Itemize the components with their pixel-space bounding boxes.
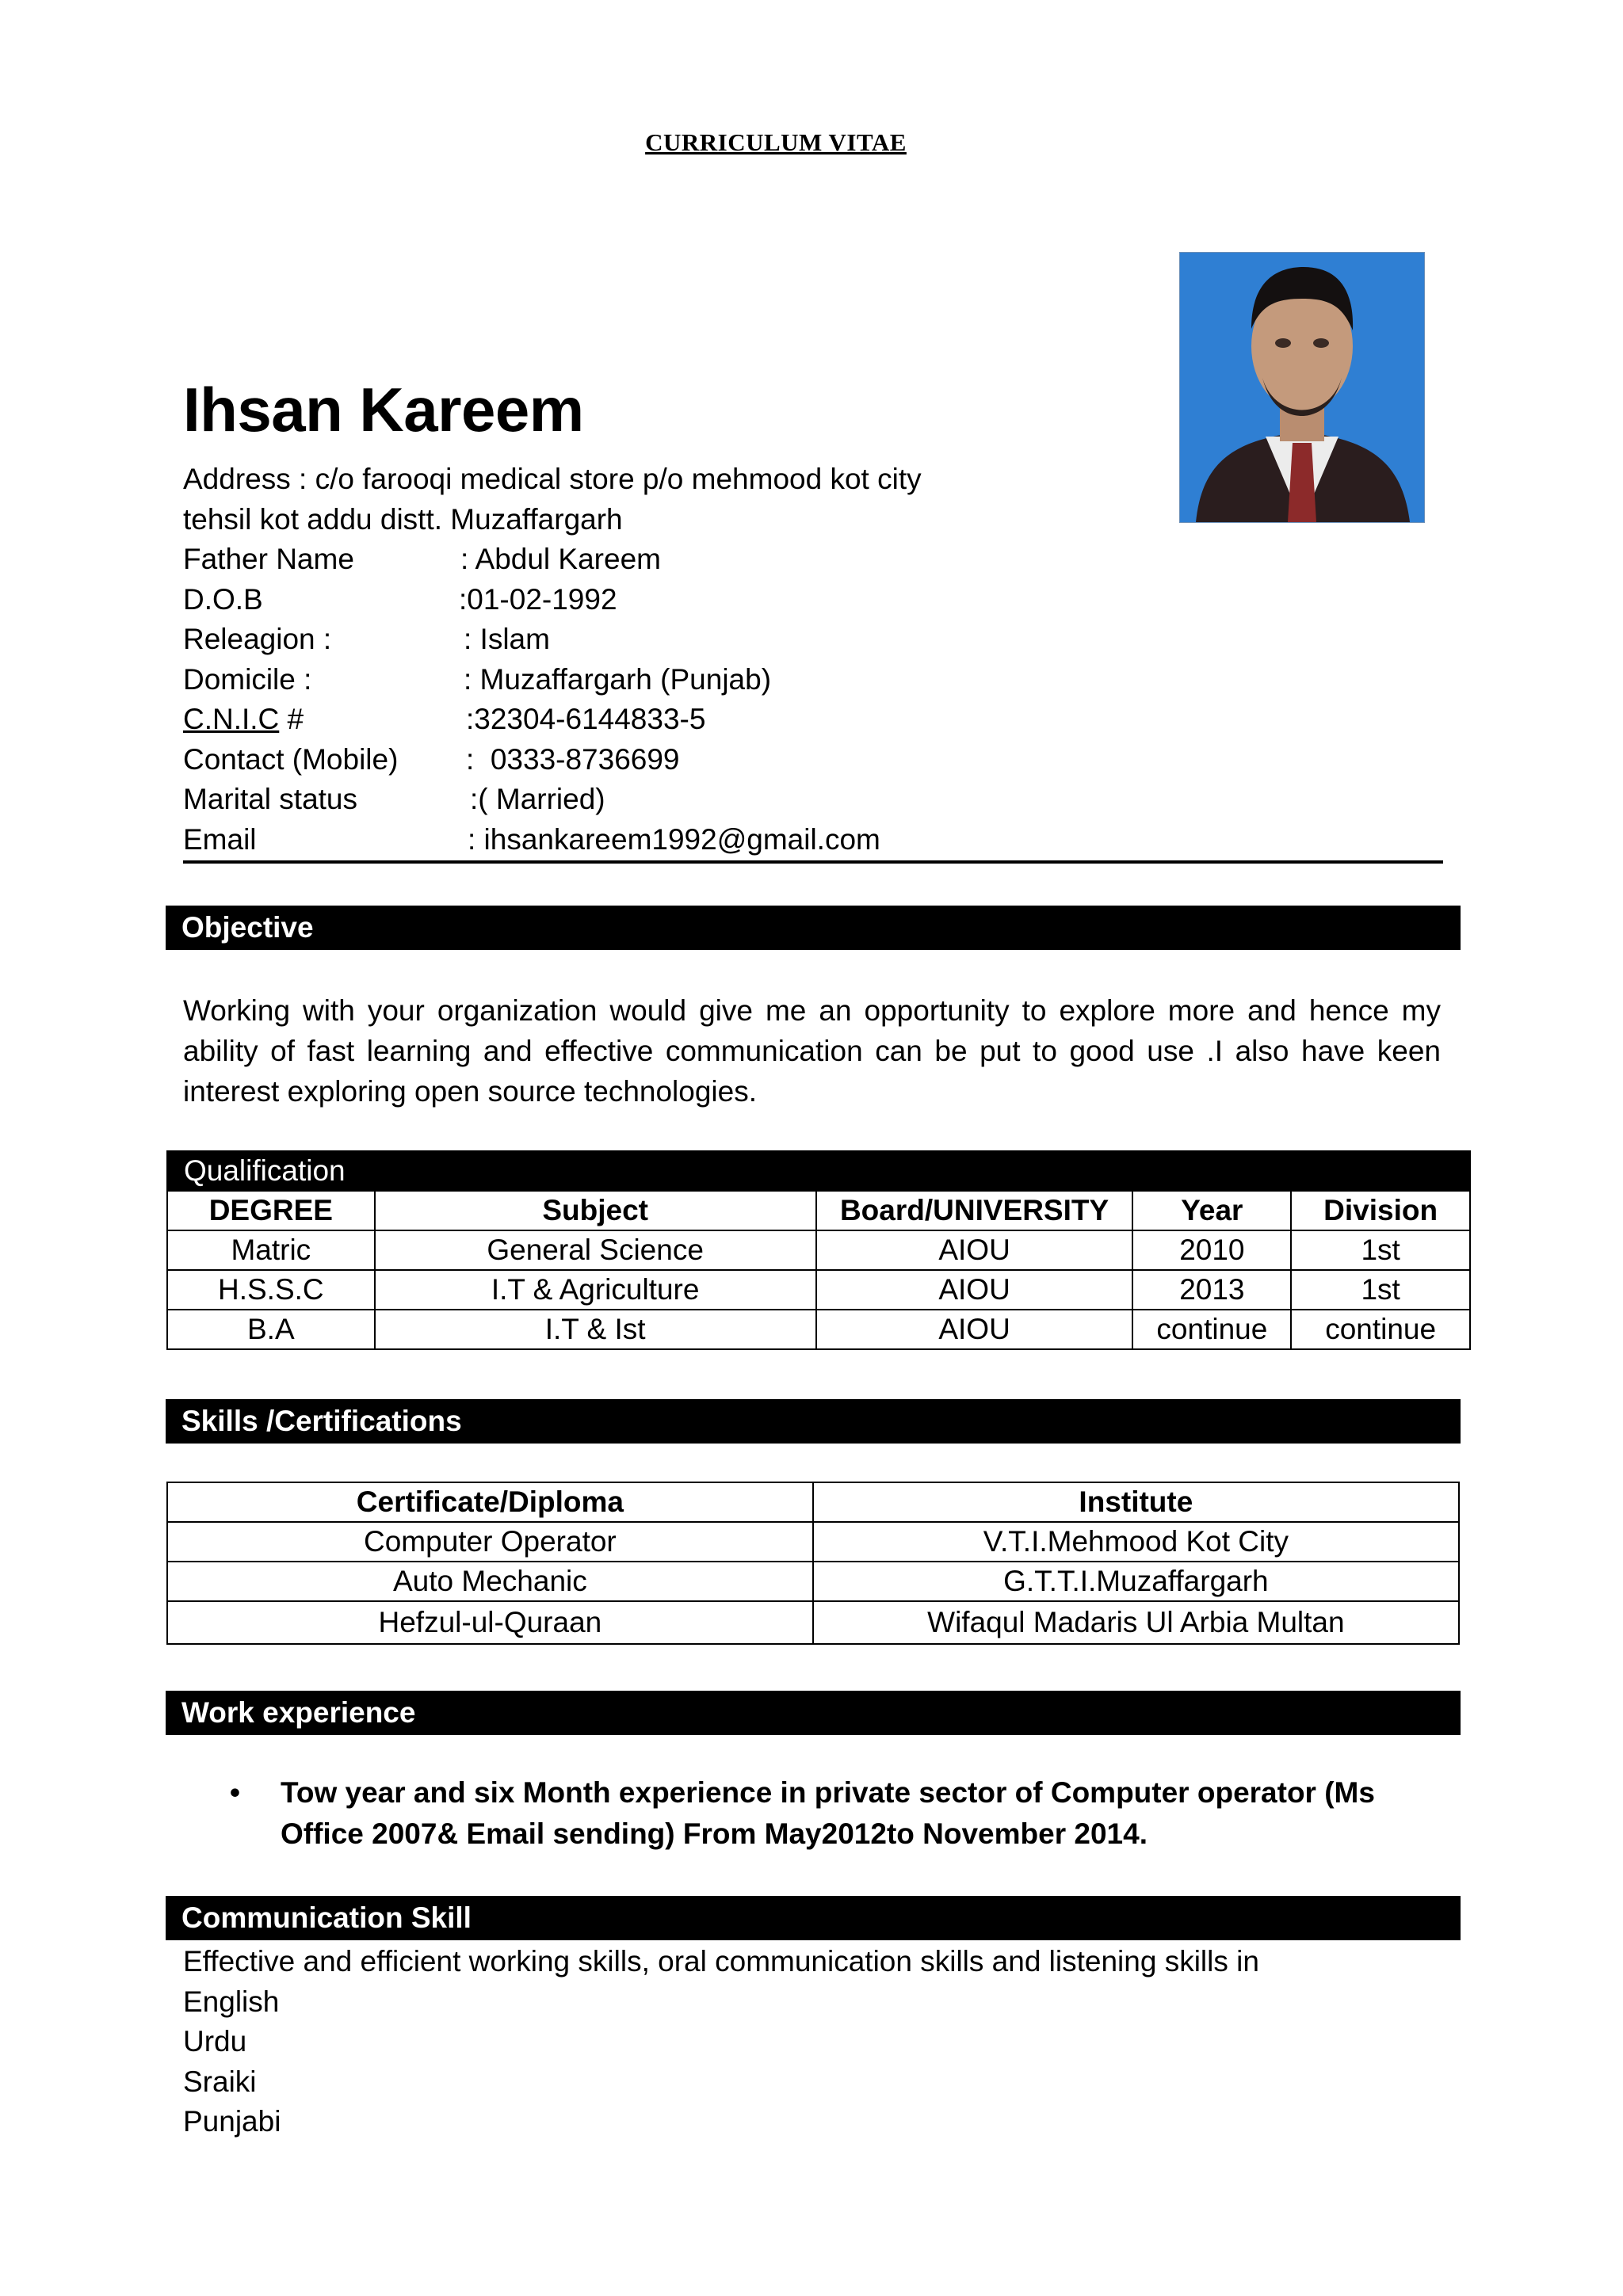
info-label: Email — [183, 822, 257, 856]
table-cell: Wifaqul Madaris Ul Arbia Multan — [813, 1601, 1459, 1644]
info-value: : ihsankareem1992@gmail.com — [468, 822, 880, 856]
bullet-icon: • — [230, 1776, 240, 1809]
list-item: Tow year and six Month experience in private sector of Computer operator (Ms Office 2007& Email sending) From May2012to November 2014. — [281, 1776, 1375, 1850]
qualification-table — [166, 1150, 1471, 1350]
candidate-name: Ihsan Kareem — [183, 375, 584, 444]
info-label — [183, 700, 304, 740]
table-cell: I.T & Agriculture — [375, 1270, 816, 1310]
table-cell: V.T.I.Mehmood Kot City — [813, 1522, 1459, 1562]
table-cell: I.T & Ist — [375, 1310, 816, 1349]
info-label: Releagion : — [183, 623, 332, 655]
table-cell: 1st — [1291, 1230, 1470, 1270]
info-value: :( Married) — [470, 783, 605, 815]
table-row — [167, 1562, 1459, 1601]
column-header: Certificate/Diploma — [167, 1482, 813, 1522]
person-portrait-image — [1180, 253, 1424, 522]
info-value: : Islam — [464, 623, 550, 655]
table-cell: Matric — [167, 1230, 375, 1270]
table-cell: B.A — [167, 1310, 375, 1349]
table-header-row — [167, 1191, 1470, 1230]
column-header: Board/UNIVERSITY — [816, 1191, 1133, 1230]
cnic-label-text: C.N.I.C — [183, 703, 280, 735]
objective-text: Working with your organization would give me an opportunity to explore more and hence my ability of fast learning and effective communication can be put to good use .I also have keen interest exploring open source technologies. — [183, 994, 1441, 1108]
table-header-row — [167, 1482, 1459, 1522]
info-value: :32304-6144833-5 — [466, 703, 706, 735]
table-cell: AIOU — [816, 1270, 1133, 1310]
table-cell: H.S.S.C — [167, 1270, 375, 1310]
address-line-1: Address : c/o farooqi medical store p/o mehmood kot city — [183, 463, 922, 495]
profile-photo — [1179, 252, 1425, 523]
communication-intro: Effective and efficient working skills, oral communication skills and listening skills in — [183, 1945, 1259, 1978]
language-item: Sraiki — [183, 2065, 257, 2098]
info-value: : Muzaffargarh (Punjab) — [464, 662, 772, 696]
language-item: Urdu — [183, 2025, 247, 2058]
table-cell: Auto Mechanic — [167, 1562, 813, 1601]
address-block — [183, 460, 922, 540]
column-header: Division — [1291, 1191, 1470, 1230]
address-line-2: tehsil kot addu distt. Muzaffargarh — [183, 502, 623, 536]
table-cell: Hefzul-ul-Quraan — [167, 1601, 813, 1644]
table-cell: AIOU — [816, 1310, 1133, 1349]
column-header: Year — [1132, 1191, 1291, 1230]
info-value: : Abdul Kareem — [460, 543, 661, 575]
header-divider — [183, 860, 1443, 864]
info-label: Contact (Mobile) — [183, 742, 399, 776]
table-row — [167, 1522, 1459, 1562]
table-row — [167, 1270, 1470, 1310]
column-header: Institute — [813, 1482, 1459, 1522]
skills-table — [166, 1482, 1460, 1645]
info-value: : 0333-8736699 — [466, 742, 680, 776]
table-cell: continue — [1291, 1310, 1470, 1349]
qualification-header-filler — [816, 1151, 1470, 1191]
communication-block — [183, 1942, 1259, 2142]
section-heading-work-experience: Work experience — [166, 1691, 1461, 1735]
info-label: Domicile : — [183, 662, 312, 696]
section-heading-skills: Skills /Certifications — [166, 1399, 1461, 1444]
section-heading-objective: Objective — [166, 906, 1461, 950]
table-row — [167, 1230, 1470, 1270]
table-cell: AIOU — [816, 1230, 1133, 1270]
info-label: Marital status — [183, 783, 358, 815]
language-item: Punjabi — [183, 2105, 281, 2138]
document-title: CURRICULUM VITAE — [645, 128, 907, 156]
table-cell: continue — [1132, 1310, 1291, 1349]
section-heading-qualification: Qualification — [167, 1151, 816, 1191]
table-cell: 2013 — [1132, 1270, 1291, 1310]
table-row — [167, 1310, 1470, 1349]
qualification-header-row — [167, 1151, 1470, 1191]
cnic-label-suffix: # — [279, 703, 304, 735]
column-header: Subject — [375, 1191, 816, 1230]
column-header: DEGREE — [167, 1191, 375, 1230]
table-cell: Computer Operator — [167, 1522, 813, 1562]
info-label: Father Name — [183, 543, 354, 575]
table-cell: 1st — [1291, 1270, 1470, 1310]
table-cell: 2010 — [1132, 1230, 1291, 1270]
info-label: D.O.B — [183, 582, 263, 616]
table-cell: G.T.T.I.Muzaffargarh — [813, 1562, 1459, 1601]
table-cell: General Science — [375, 1230, 816, 1270]
table-row — [167, 1601, 1459, 1644]
info-value: :01-02-1992 — [459, 582, 617, 616]
section-heading-communication: Communication Skill — [166, 1896, 1461, 1940]
language-item: English — [183, 1985, 280, 2018]
